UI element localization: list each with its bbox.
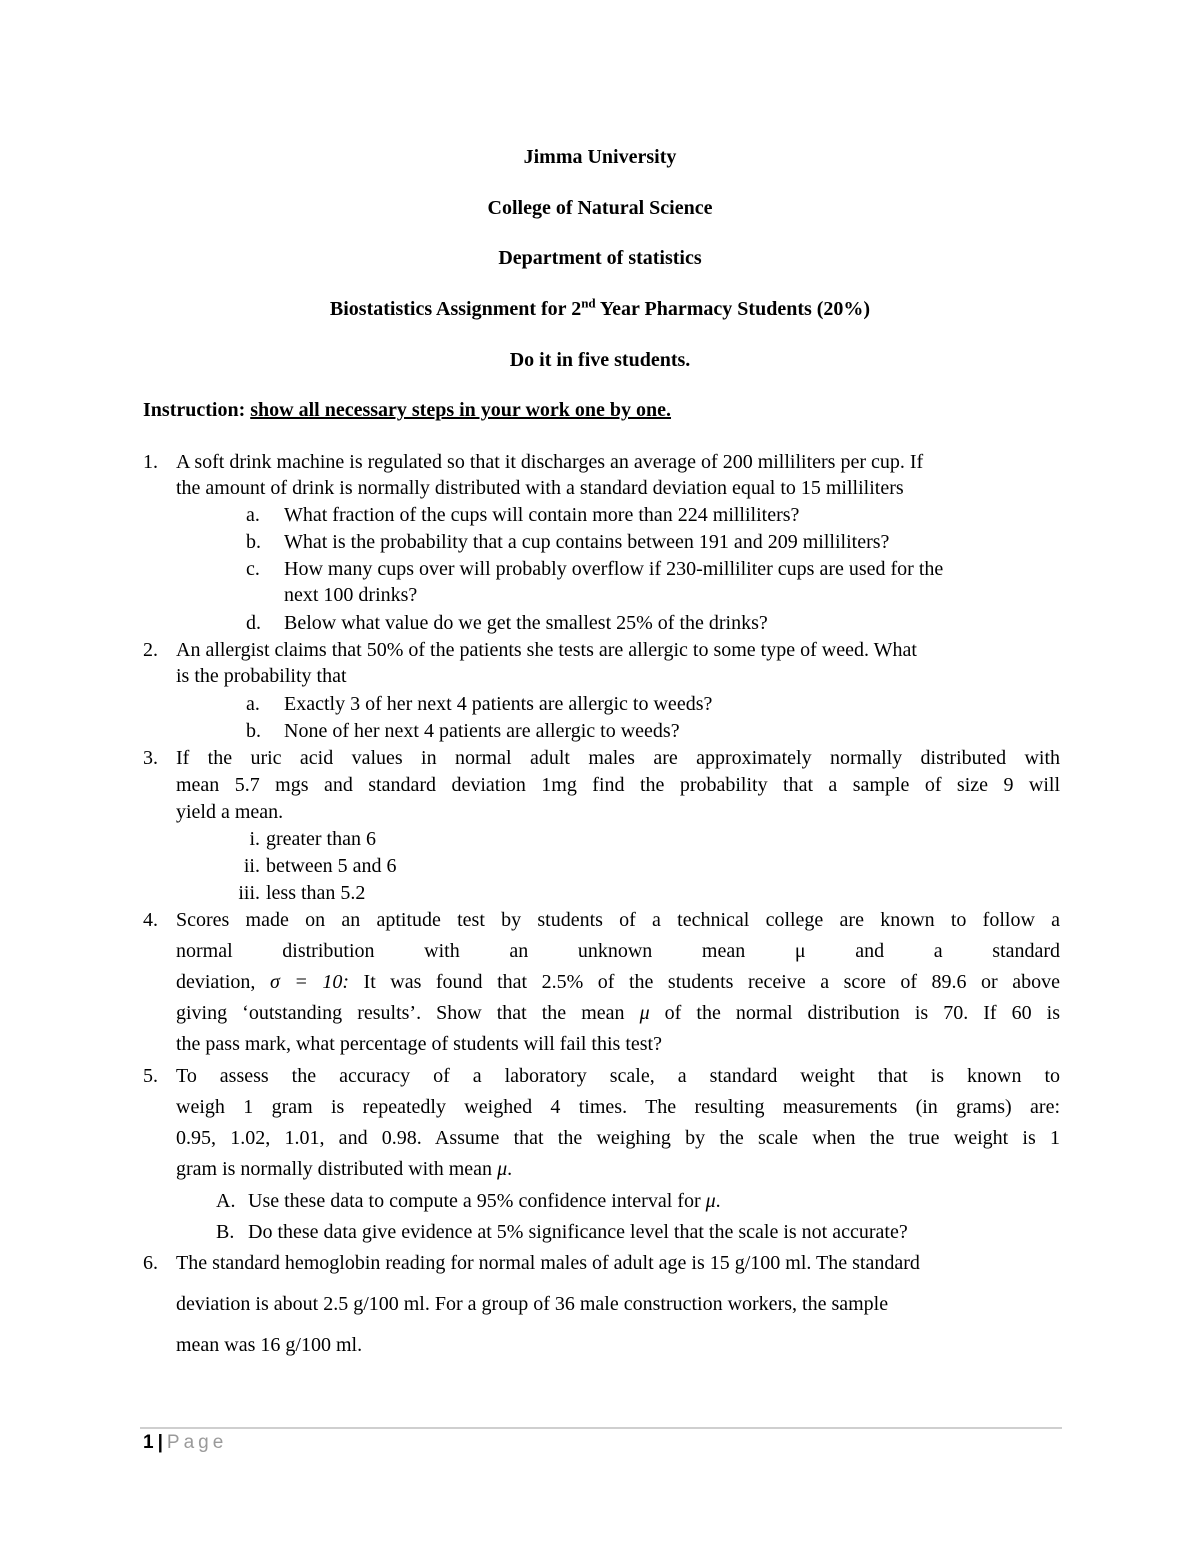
question-5-line-3: 0.95, 1.02, 1.01, and 0.98. Assume that the weighing by the scale when the true weight is 1 bbox=[176, 1127, 1060, 1149]
question-3-line-3: yield a mean. bbox=[176, 801, 284, 823]
assignment-title-suffix: Year Pharmacy Students (20%) bbox=[595, 298, 871, 320]
question-4-line-3-post: It was found that 2.5% of the students receive a score of 89.6 or above bbox=[349, 971, 1060, 993]
assignment-title-superscript: nd bbox=[581, 295, 596, 311]
page-label: Page bbox=[166, 1432, 228, 1453]
question-4-line-4-post: of the normal distribution is 70. If 60 is bbox=[649, 1002, 1060, 1024]
question-1-line-1: A soft drink machine is regulated so that it discharges an average of 200 milliliters per cup. If bbox=[176, 451, 924, 473]
question-1a-label: a. bbox=[246, 504, 260, 526]
question-3iii-text: less than 5.2 bbox=[266, 882, 366, 904]
question-5A-post: . bbox=[715, 1190, 721, 1212]
question-5-line-2: weigh 1 gram is repeatedly weighed 4 times. The resulting measurements (in grams) are: bbox=[176, 1096, 1060, 1118]
group-note: Do it in five students. bbox=[509, 349, 691, 371]
question-5B-text: Do these data give evidence at 5% significance level that the scale is not accurate? bbox=[248, 1221, 908, 1243]
instruction-label: Instruction: bbox=[143, 399, 246, 421]
question-2-number: 2. bbox=[143, 639, 158, 661]
question-2-line-1: An allergist claims that 50% of the patients she tests are allergic to some type of weed. What bbox=[176, 639, 917, 661]
question-4-number: 4. bbox=[143, 909, 158, 931]
page-footer bbox=[143, 1431, 227, 1455]
question-5B-label: B. bbox=[216, 1221, 235, 1243]
mu-symbol: μ bbox=[705, 1190, 716, 1212]
university-title: Jimma University bbox=[523, 146, 677, 168]
question-6-line-1: The standard hemoglobin reading for normal males of adult age is 15 g/100 ml. The standard bbox=[176, 1252, 920, 1274]
sigma-expression: σ = 10: bbox=[269, 971, 350, 993]
question-2-line-2: is the probability that bbox=[176, 665, 347, 687]
question-5A-pre: Use these data to compute a 95% confidence interval for bbox=[248, 1190, 706, 1212]
question-5-line-4-post: . bbox=[507, 1158, 513, 1180]
question-6-number: 6. bbox=[143, 1252, 158, 1274]
question-3i-text: greater than 6 bbox=[266, 828, 376, 850]
instruction bbox=[143, 397, 671, 423]
question-6-line-2: deviation is about 2.5 g/100 ml. For a group of 36 male construction workers, the sample bbox=[176, 1293, 889, 1315]
question-3ii-label: ii. bbox=[243, 855, 260, 877]
question-2b-text: None of her next 4 patients are allergic to weeds? bbox=[284, 720, 680, 742]
instruction-text: show all necessary steps in your work one by one. bbox=[250, 399, 672, 421]
question-1b-label: b. bbox=[246, 531, 261, 553]
question-1-number: 1. bbox=[143, 451, 158, 473]
question-3-number: 3. bbox=[143, 747, 158, 769]
question-1-line-2: the amount of drink is normally distributed with a standard deviation equal to 15 milliliters bbox=[176, 477, 904, 499]
college-title: College of Natural Science bbox=[487, 197, 713, 219]
question-4-line-1: Scores made on an aptitude test by students of a technical college are known to follow a bbox=[176, 909, 1060, 931]
mu-symbol: μ bbox=[497, 1158, 508, 1180]
question-1c-label: c. bbox=[246, 558, 260, 580]
question-1c-text-line-1: How many cups over will probably overflow if 230-milliliter cups are used for the bbox=[284, 558, 944, 580]
department-title: Department of statistics bbox=[498, 247, 702, 269]
question-4-line-3-pre: deviation, bbox=[176, 971, 270, 993]
question-1c-text-line-2: next 100 drinks? bbox=[284, 584, 418, 606]
question-5A-label: A. bbox=[216, 1190, 236, 1212]
question-5-line-1: To assess the accuracy of a laboratory scale, a standard weight that is known to bbox=[176, 1065, 1060, 1087]
question-5-number: 5. bbox=[143, 1065, 158, 1087]
question-2a-label: a. bbox=[246, 693, 260, 715]
footer-separator: | bbox=[157, 1432, 163, 1453]
question-3i-label: i. bbox=[249, 828, 260, 850]
question-4-line-4-pre: giving ‘outstanding results’. Show that the mean bbox=[176, 1002, 640, 1024]
question-4-line-2: normal distribution with an unknown mean μ and a standard bbox=[176, 940, 1060, 962]
question-3-line-2: mean 5.7 mgs and standard deviation 1mg find the probability that a sample of size 9 will bbox=[176, 774, 1060, 796]
question-3-line-1: If the uric acid values in normal adult males are approximately normally distributed with bbox=[176, 747, 1060, 769]
question-6-line-3: mean was 16 g/100 ml. bbox=[176, 1334, 363, 1356]
question-1b-text: What is the probability that a cup contains between 191 and 209 milliliters? bbox=[284, 531, 890, 553]
question-1d-label: d. bbox=[246, 612, 261, 634]
question-4-line-5: the pass mark, what percentage of students will fail this test? bbox=[176, 1033, 662, 1055]
question-4-line-3 bbox=[176, 969, 1060, 995]
assignment-title bbox=[0, 297, 1200, 321]
question-3iii-label: iii. bbox=[238, 882, 260, 904]
assignment-title-prefix: Biostatistics Assignment for 2 bbox=[329, 298, 582, 320]
question-2a-text: Exactly 3 of her next 4 patients are allergic to weeds? bbox=[284, 693, 713, 715]
question-3ii-text: between 5 and 6 bbox=[266, 855, 397, 877]
question-5A-text bbox=[248, 1188, 721, 1214]
mu-symbol: μ bbox=[639, 1002, 650, 1024]
question-4-line-4 bbox=[176, 1000, 1060, 1026]
footer-divider bbox=[140, 1427, 1062, 1429]
page-number: 1 bbox=[143, 1432, 154, 1453]
question-5-line-4-pre: gram is normally distributed with mean bbox=[176, 1158, 498, 1180]
question-1d-text: Below what value do we get the smallest 25% of the drinks? bbox=[284, 612, 768, 634]
question-5-line-4 bbox=[176, 1156, 512, 1182]
question-1a-text: What fraction of the cups will contain more than 224 milliliters? bbox=[284, 504, 800, 526]
question-2b-label: b. bbox=[246, 720, 261, 742]
